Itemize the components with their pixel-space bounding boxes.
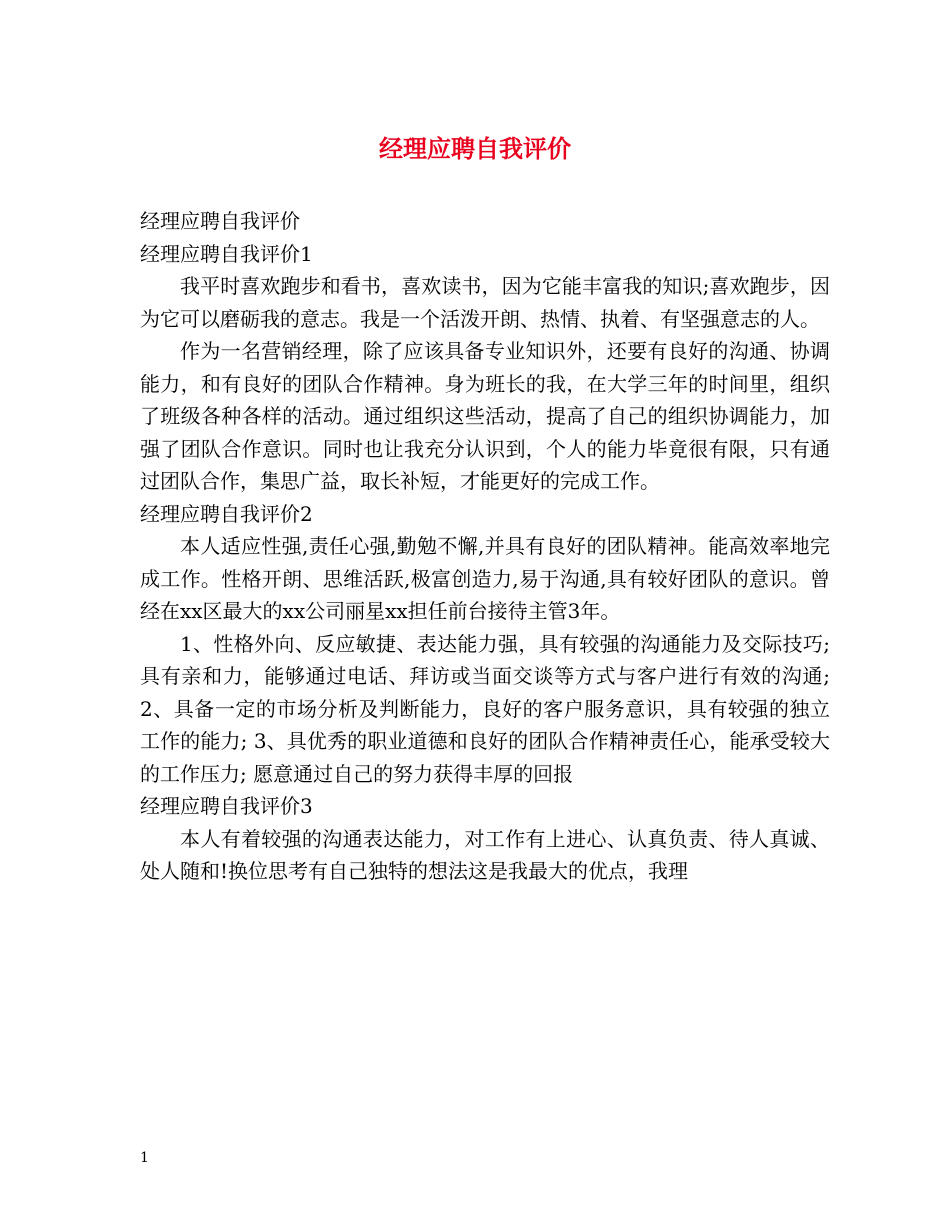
- section-heading: 经理应聘自我评价2: [140, 501, 313, 526]
- page-title: 经理应聘自我评价: [379, 135, 571, 163]
- paragraph: 1、性格外向、反应敏捷、表达能力强，具有较强的沟通能力及交际技巧;具有亲和力，能够通过电话、拜访或当面交谈等方式与客户进行有效的沟通; 2、具备一定的市场分析及判断能力，良好的客户服务意识，具有较强的独立工作的能力; 3、具优秀的职业道德和良好的团队合作精神责任心，能承受较大的工作压力; 愿意通过自己的努力获得丰厚的回报: [140, 631, 830, 786]
- paragraph: 本人适应性强,责任心强,勤勉不懈,并具有良好的团队精神。能高效率地完成工作。性格开朗、思维活跃,极富创造力,易于沟通,具有较好团队的意识。曾经在xx区最大的xx公司丽星xx担任前台接待主管3年。: [140, 534, 830, 623]
- paragraph: 本人有着较强的沟通表达能力，对工作有上进心、认真负责、待人真诚、处人随和!换位思考有自己独特的想法这是我最大的优点，我理: [140, 826, 830, 883]
- document-body: [140, 205, 830, 888]
- page-number: 1: [140, 1150, 149, 1166]
- section-heading: 经理应聘自我评价3: [140, 794, 313, 818]
- paragraph: 作为一名营销经理，除了应该具备专业知识外，还要有良好的沟通、协调能力，和有良好的团队合作精神。身为班长的我，在大学三年的时间里，组织了班级各种各样的活动。通过组织这些活动，提高了自己的组织协调能力，加强了团队合作意识。同时也让我充分认识到，个人的能力毕竟很有限，只有通过团队合作，集思广益，取长补短，才能更好的完成工作。: [140, 339, 830, 493]
- heading-line: 经理应聘自我评价: [140, 209, 300, 233]
- section-heading: 经理应聘自我评价1: [140, 241, 313, 266]
- paragraph: 我平时喜欢跑步和看书，喜欢读书，因为它能丰富我的知识;喜欢跑步，因为它可以磨砺我的意志。我是一个活泼开朗、热情、执着、有坚强意志的人。: [140, 274, 830, 331]
